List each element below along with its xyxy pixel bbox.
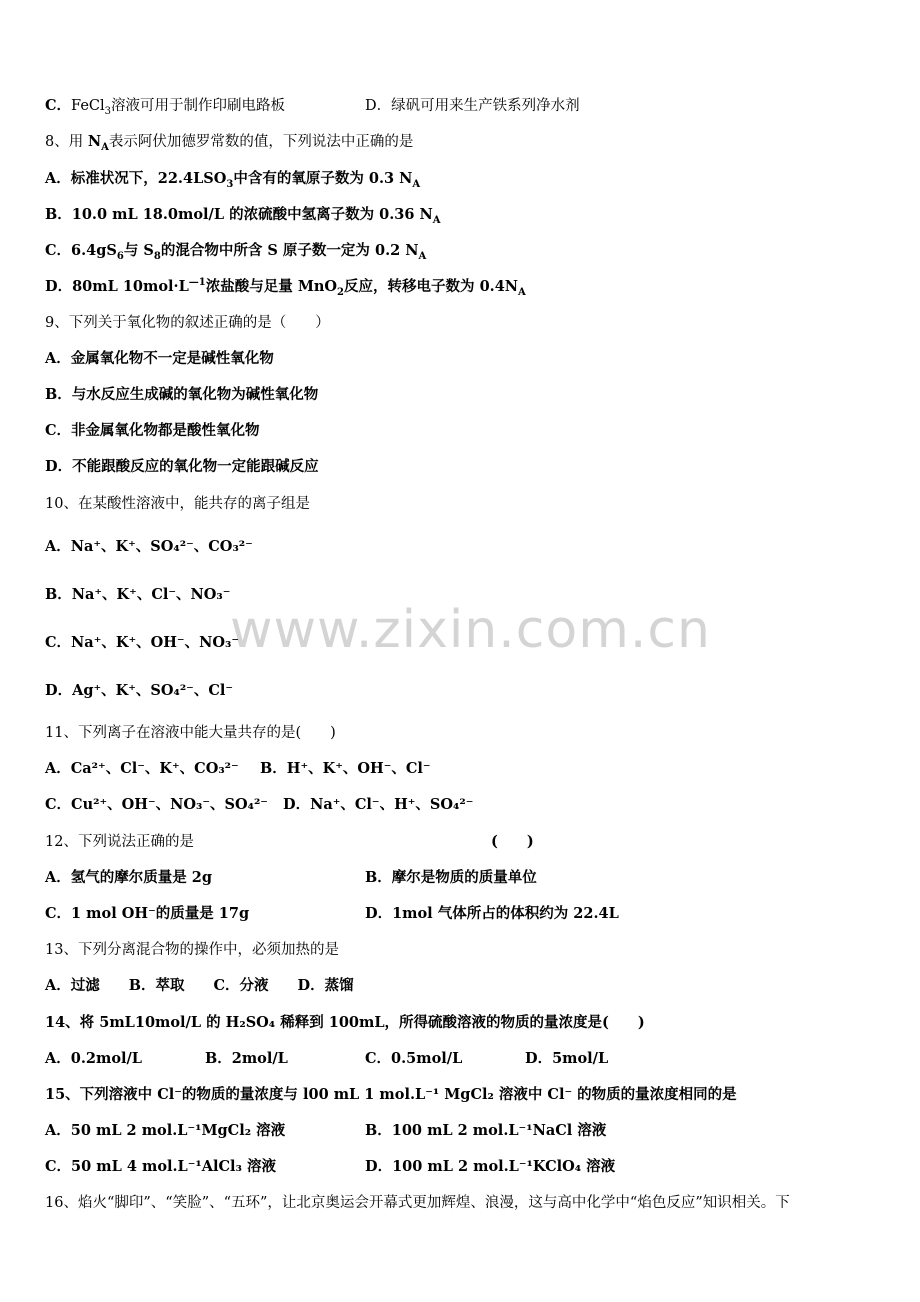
q10-option-d: D．Ag⁺、K⁺、SO₄²⁻、Cl⁻ bbox=[45, 682, 234, 699]
q15-option-a: A．50 mL 2 mol.L⁻¹MgCl₂ 溶液 bbox=[45, 1122, 286, 1139]
q8-c-sub3: A bbox=[418, 250, 427, 262]
q10-option-c: C．Na⁺、K⁺、OH⁻、NO₃⁻ bbox=[45, 634, 239, 651]
q10-option-a: A．Na⁺、K⁺、SO₄²⁻、CO₃²⁻ bbox=[45, 538, 253, 555]
q8-a-text2: 中含有的氧原子数为 0.3 N bbox=[233, 170, 413, 187]
q11-stem: 11、下列离子在溶液中能大量共存的是( ) bbox=[45, 725, 336, 741]
q11-option-c: C．Cu²⁺、OH⁻、NO₃⁻、SO₄²⁻ bbox=[45, 796, 268, 813]
q12-options-ab bbox=[45, 868, 537, 888]
q13-stem: 13、下列分离混合物的操作中，必须加热的是 bbox=[45, 942, 339, 958]
q7-option-c-formula: FeCl bbox=[71, 98, 105, 114]
q14-option-d: D．5mol/L bbox=[525, 1050, 609, 1067]
q13-options: A．过滤 B．萃取 C．分液 D．蒸馏 bbox=[45, 977, 354, 994]
q8-a-text1: A．标准状况下，22.4LSO bbox=[45, 170, 227, 187]
q8-number: 8、用 bbox=[45, 134, 88, 150]
q12-answer-paren: ( ) bbox=[491, 833, 534, 850]
q14-options bbox=[45, 1049, 609, 1069]
q14-option-a: A．0.2mol/L bbox=[45, 1050, 142, 1067]
q12-options-cd bbox=[45, 904, 619, 924]
q8-option-b bbox=[45, 205, 441, 225]
q8-d-text3: 反应，转移电子数为 0.4N bbox=[344, 278, 519, 295]
q9-option-a: A．金属氧化物不一定是碱性氧化物 bbox=[45, 350, 274, 367]
q8-d-sub2: A bbox=[518, 286, 526, 298]
q8-stem-text: 表示阿伏加德罗常数的值，下列说法中正确的是 bbox=[108, 134, 414, 150]
q8-d-text2: 浓盐酸与足量 MnO bbox=[205, 278, 338, 295]
q8-option-d bbox=[45, 277, 526, 297]
q8-c-sub1: 6 bbox=[116, 250, 124, 262]
q11-option-a: A．Ca²⁺、Cl⁻、K⁺、CO₃²⁻ bbox=[45, 760, 239, 777]
q15-option-c: C．50 mL 4 mol.L⁻¹AlCl₃ 溶液 bbox=[45, 1158, 276, 1175]
q8-a-sub2: A bbox=[412, 178, 421, 190]
q15-options-cd bbox=[45, 1157, 616, 1177]
q8-d-text1: D．80mL 10mol·L bbox=[45, 278, 189, 295]
q8-b-sub: A bbox=[432, 214, 441, 226]
q11-option-d: D．Na⁺、Cl⁻、H⁺、SO₄²⁻ bbox=[283, 796, 474, 813]
q7-option-c-text: 溶液可用于制作印刷电路板 bbox=[111, 98, 286, 114]
q9-option-b: B．与水反应生成碱的氧化物为碱性氧化物 bbox=[45, 386, 319, 403]
q12-option-d: D．1mol 气体所占的体积约为 22.4L bbox=[365, 905, 619, 922]
q15-options-ab bbox=[45, 1121, 607, 1141]
q9-stem: 9、下列关于氧化物的叙述正确的是（ ） bbox=[45, 315, 330, 331]
q8-c-text2: 与 S bbox=[123, 242, 154, 259]
q8-c-text3: 的混合物中所含 S 原子数一定为 0.2 N bbox=[160, 242, 419, 259]
q8-c-text1: C．6.4gS bbox=[45, 242, 117, 259]
q9-option-d: D．不能跟酸反应的氧化物一定能跟碱反应 bbox=[45, 458, 319, 475]
q8-d-sup: —1 bbox=[188, 277, 206, 289]
q9-option-c: C．非金属氧化物都是酸性氧化物 bbox=[45, 422, 260, 439]
q12-stem-line bbox=[45, 832, 534, 852]
watermark: www.zixin.com.cn bbox=[230, 600, 711, 660]
q8-b-text: B．10.0 mL 18.0mol/L 的浓硫酸中氢离子数为 0.36 N bbox=[45, 206, 433, 223]
q12-option-a: A．氢气的摩尔质量是 2g bbox=[45, 869, 213, 886]
q7-options-cd bbox=[45, 96, 580, 117]
q15-option-d: D．100 mL 2 mol.L⁻¹KClO₄ 溶液 bbox=[365, 1158, 616, 1175]
q14-option-b: B．2mol/L bbox=[205, 1050, 288, 1067]
q8-na-sub: A bbox=[101, 141, 109, 153]
q11-options-cd bbox=[45, 795, 474, 815]
q14-stem: 14、将 5mL10mol/L 的 H₂SO₄ 稀释到 100mL，所得硫酸溶液的物质的量浓度是( ) bbox=[45, 1014, 645, 1031]
q8-stem bbox=[45, 132, 413, 152]
q12-stem: 12、下列说法正确的是 bbox=[45, 834, 194, 850]
q12-option-c: C．1 mol OH⁻的质量是 17g bbox=[45, 905, 250, 922]
q8-option-a bbox=[45, 169, 420, 189]
q11-option-b: B．H⁺、K⁺、OH⁻、Cl⁻ bbox=[260, 760, 431, 777]
q8-na: N bbox=[87, 133, 102, 150]
q10-option-b: B．Na⁺、K⁺、Cl⁻、NO₃⁻ bbox=[45, 586, 231, 603]
q12-option-b: B．摩尔是物质的质量单位 bbox=[365, 869, 537, 886]
q11-options-ab bbox=[45, 759, 431, 779]
q15-stem: 15、下列溶液中 Cl⁻的物质的量浓度与 l00 mL 1 mol.L⁻¹ MgCl₂ 溶液中 Cl⁻ 的物质的量浓度相同的是 bbox=[45, 1086, 737, 1103]
q8-a-sub1: 3 bbox=[226, 178, 234, 190]
q14-option-c: C．0.5mol/L bbox=[365, 1050, 463, 1067]
q7-option-d: D．绿矾可用来生产铁系列净水剂 bbox=[365, 98, 580, 114]
q8-option-c bbox=[45, 241, 426, 261]
q7-option-c-label: C． bbox=[45, 97, 72, 114]
q16-stem: 16、焰火“脚印”、“笑脸”、“五环”，让北京奥运会开幕式更加辉煌、浪漫，这与高中化学中“焰色反应”知识相关。下 bbox=[45, 1195, 790, 1211]
q10-stem: 10、在某酸性溶液中，能共存的离子组是 bbox=[45, 496, 310, 512]
q15-option-b: B．100 mL 2 mol.L⁻¹NaCl 溶液 bbox=[365, 1122, 607, 1139]
q7-option-c-sub: 3 bbox=[104, 105, 112, 117]
q8-d-sub1: 2 bbox=[337, 286, 345, 298]
q8-c-sub2: 8 bbox=[153, 250, 161, 262]
